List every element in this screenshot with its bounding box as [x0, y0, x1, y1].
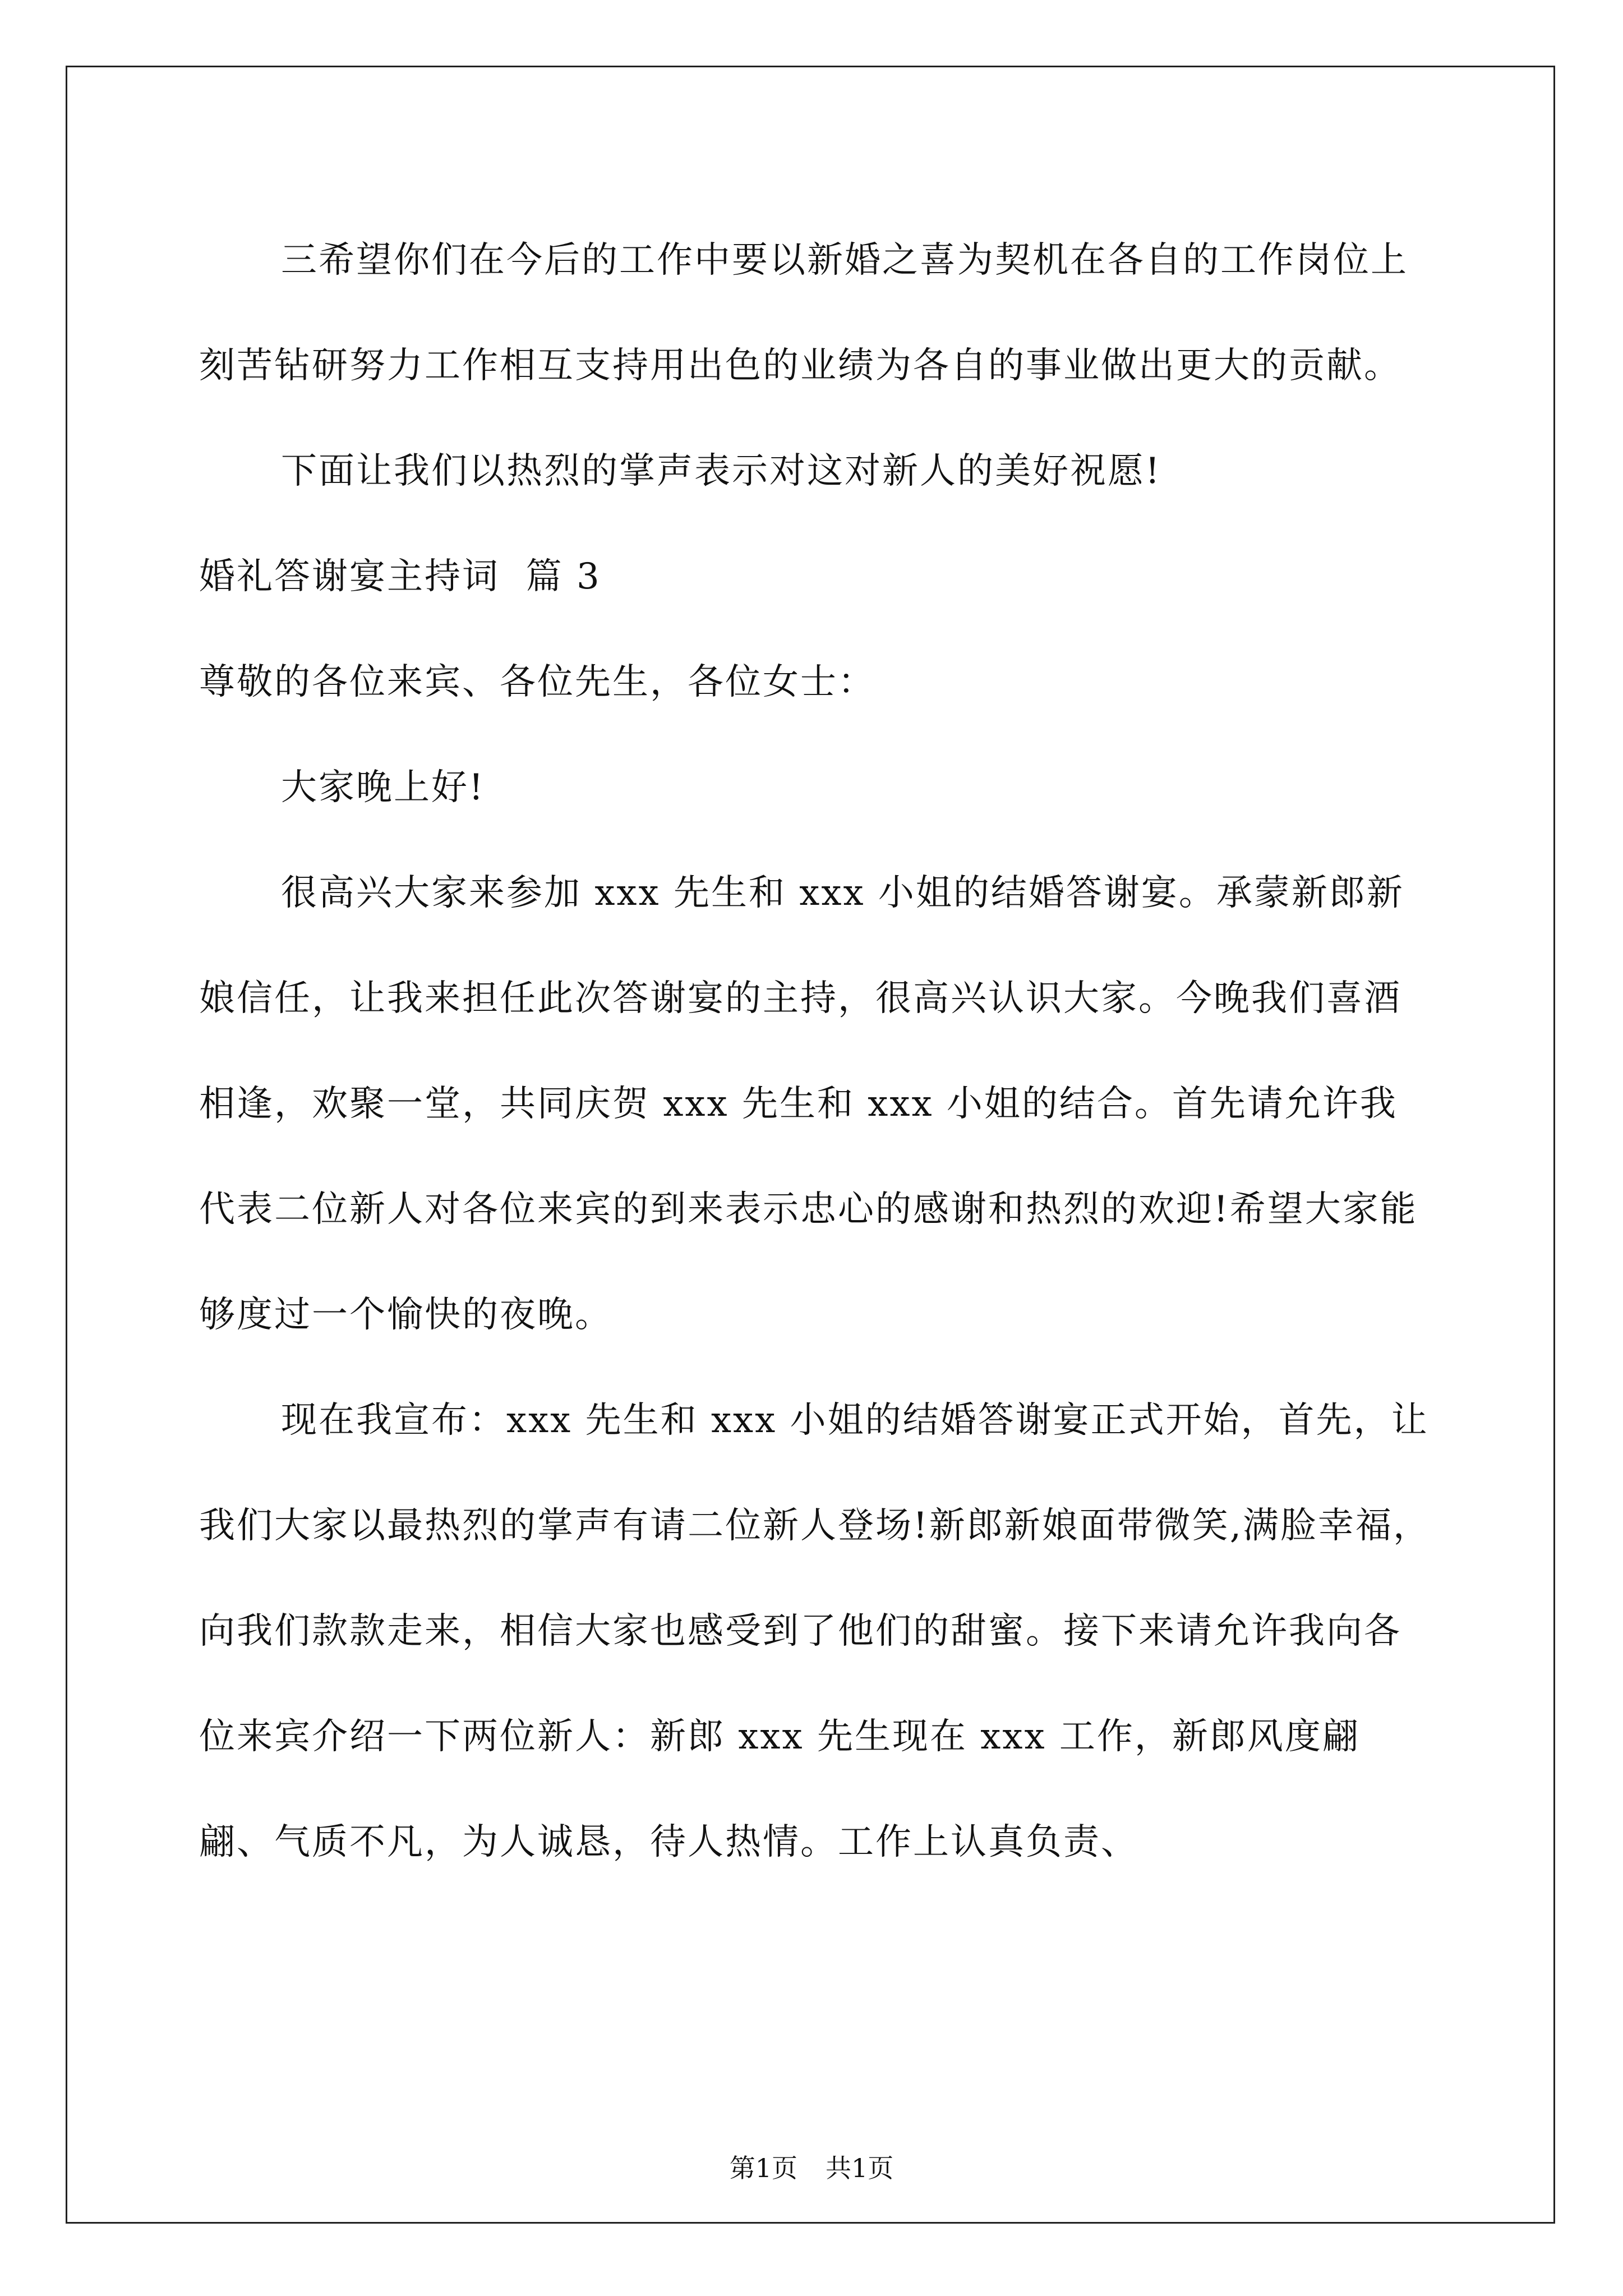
paragraph-1: 三希望你们在今后的工作中要以新婚之喜为契机在各自的工作岗位上刻苦钻研努力工作相互支持用出色的业绩为各自的事业做出更大的贡献。 [199, 240, 1408, 386]
page-footer [0, 2151, 1623, 2185]
paragraph-welcome: 很高兴大家来参加 xxx 先生和 xxx 小姐的结婚答谢宴。承蒙新郎新娘信任，让我来担任此次答谢宴的主持，很高兴认识大家。今晚我们喜酒相逢，欢聚一堂，共同庆贺 xxx 先生和 xxx 小姐的结合。首先请允许我代表二位新人对各位来宾的到来表示忠心的感谢和热烈的欢迎!希望大家能够度过一个愉快的夜晚。 [199, 872, 1418, 1336]
document-body [199, 208, 1433, 1895]
greeting: 大家晚上好! [281, 767, 485, 808]
paragraph-announcement: 现在我宣布：xxx 先生和 xxx 小姐的结婚答谢宴正式开始，首先，让我们大家以最热烈的掌声有请二位新人登场!新郎新娘面带微笑,满脸幸福，向我们款款走来，相信大家也感受到了他们的甜蜜。接下来请允许我向各位来宾介绍一下两位新人：新郎 xxx 先生现在 xxx 工作，新郎风度翩翩、气质不凡，为人诚恳，待人热情。工作上认真负责、 [199, 1400, 1431, 1863]
salutation: 尊敬的各位来宾、各位先生，各位女士： [199, 661, 875, 703]
page-total: 共1页 [826, 2153, 894, 2183]
paragraph-2: 下面让我们以热烈的掌声表示对这对新人的美好祝愿! [281, 450, 1161, 492]
page-number: 第1页 [729, 2153, 797, 2183]
section-heading: 婚礼答谢宴主持词 篇 3 [199, 556, 601, 597]
